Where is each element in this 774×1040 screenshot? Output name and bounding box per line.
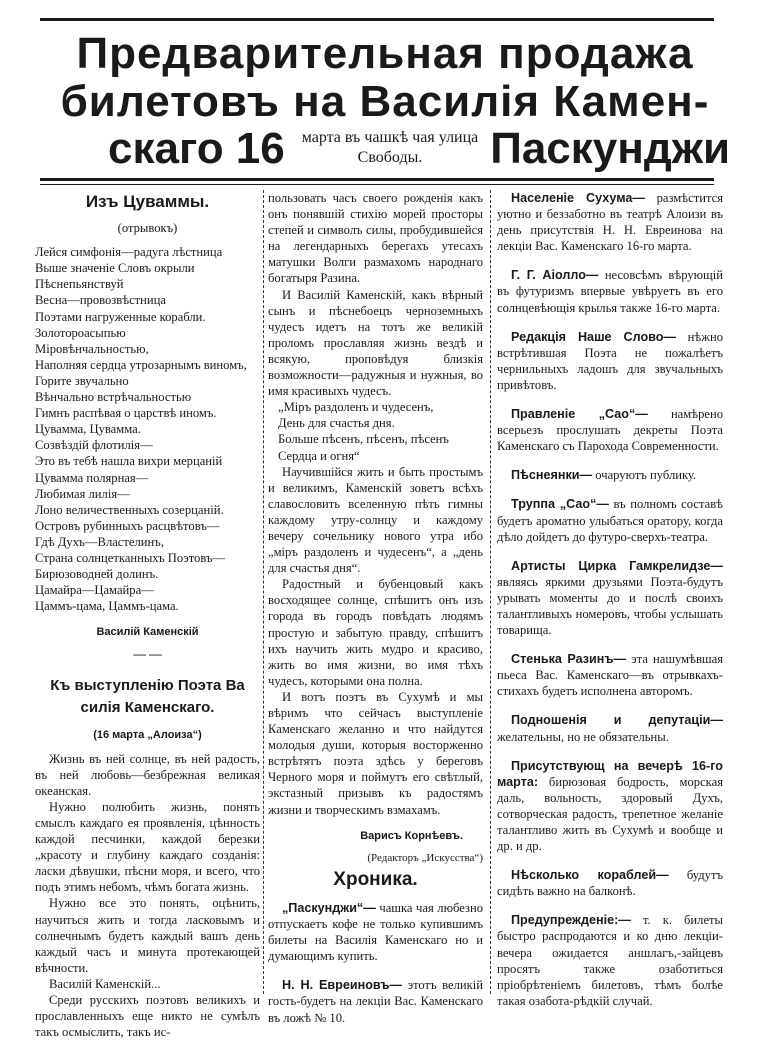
quote-line: Больше пѣсенъ, пѣсенъ, пѣсенъ: [278, 432, 449, 447]
poem-line: Созвѣздій флотилія—: [35, 438, 153, 453]
poem-line: Цувамма, Цувамма.: [35, 422, 141, 437]
article-paragraph: Нужно полюбить жизнь, понять смыслъ каждаго ея проявленія, цѣнность каждой песчинки, каждой березки „красоту и глубину каждаго созданія: ласки дѣвушки, пѣсни моря, и всего, что подъ этимъ небомъ, чѣмъ богата жизнь.: [35, 799, 260, 895]
headline-rule: [40, 178, 714, 181]
chronicle-item-text: бирюзовая бодрость, морская даль, вольность, здоровый Духъ, сотворческая радость, трепетное желаніе талантливо жить въ Сухумѣ и вообще и др. и др.: [497, 774, 723, 854]
poem-line: Бирюзоводней долинъ.: [35, 567, 159, 582]
poem-line: Островъ рубинныхъ расцвѣтовъ—: [35, 518, 220, 533]
chronicle-item-text: намѣрено всерьезъ прослушать декреты Поэта Каменскаго съ Парохода Современности.: [497, 407, 723, 454]
chronicle-item: [497, 267, 723, 315]
chronicle-item: [497, 712, 723, 744]
poem-line: Поэтами нагруженные корабли.: [35, 309, 206, 324]
article-paragraph: Жизнь въ ней солнце, въ ней радость, въ ней любовь—безбрежная великая океанская.: [35, 751, 260, 798]
poem-line: Любимая лилія—: [35, 486, 130, 501]
column-2: [268, 190, 483, 1039]
article-paragraph: И вотъ поэтъ въ Сухумѣ и мы вѣримъ что сейчасъ выступленіе Каменскаго желанно и что найдутся молодыя души, которыя восторженно встрѣтятъ поэта здѣсь у береговъ Черного моря и поймутъ его свѣтлый, экстазный призывъ къ радостямъ жизни и творческимъ взмахамъ.: [268, 689, 483, 817]
chronicle-item-head: Н. Н. Евреиновъ—: [282, 978, 403, 993]
chronicle-item-text: желательны, но не обязательны.: [497, 729, 669, 744]
chronicle-item-head: Стенька Разинъ—: [511, 652, 627, 667]
poem-line: Міровѣнчальностью,: [35, 341, 149, 356]
article-paragraph: Научившійся жить и быть простымъ и великимъ, Каменскій зоветъ всѣхъ славословить вселенную пѣть гимны каждому утру-солнцу и каждому вечеру сочельнику нового утра ибо „міръ раздоленъ и чудесенъ“, а „день для счастья дня“.: [268, 464, 483, 576]
column-1: [35, 190, 260, 1040]
headline-place: Паскунджи: [490, 124, 730, 173]
chronicle-item-head: Г. Г. Аіолло—: [511, 268, 599, 283]
chronicle-item-text: несовсѣмъ вѣрующій въ футуризмъ впервые увѣруетъ въ его солнцевѣющія крылья также 16-го марта.: [497, 268, 723, 315]
chronicle-item-text: т. к. билеты быстро распродаются и ко дню лекціи-вечера ожидается аншлагъ,-зайцевъ просятъ также озаботиться пріобрѣтеніемъ билетовъ, тѣмъ болѣе такая озабота-рѣдкій случай.: [497, 913, 723, 1008]
poem-line: Цаммъ-цама, Цаммъ-цама.: [35, 599, 179, 614]
headline-line-3: [40, 124, 730, 172]
chronicle-item-head: Подношенія и депутаціи—: [511, 713, 723, 728]
poem-line: Цувамма полярная—: [35, 470, 149, 485]
poem-line: Весна—провозвѣстница: [35, 293, 166, 308]
chronicle-item-head: Артисты Цирка Гамкрелидзе—: [511, 558, 723, 573]
poem-line: Лоно величественныхъ созерцаній.: [35, 502, 224, 517]
poem-line: Гдѣ Духъ—Властелинъ,: [35, 534, 164, 549]
quote-line: „Міръ раздоленъ и чудесенъ,: [278, 400, 434, 415]
chronicle-item: [497, 651, 723, 699]
headline-line-2: билетовъ на Василія Камен-: [60, 77, 710, 126]
chronicle-item-text: въ полномъ составѣ будетъ ароматно улыбаться оратору, когда дѣло дойдетъ до футуро-сверхъ-театра.: [497, 497, 724, 544]
chronicle-item-head: Населеніе Сухума—: [511, 191, 646, 205]
chronicle-item-text: являясь яркими друзьями Поэта-будутъ урывать моменты до и послѣ своихъ талантливыхъ номеровъ, чтобы услышать товарища.: [497, 574, 723, 638]
chronicle-item-head: „Паскунджи“—: [282, 900, 376, 915]
poem-line: Наполняя сердца утрозарнымъ виномъ,: [35, 357, 247, 372]
poem-line: Золотороасыпью: [35, 325, 126, 340]
article-signature: Варисъ Корнѣевъ.: [360, 829, 463, 842]
headline-date: скаго 16: [108, 124, 285, 173]
top-rule: [40, 18, 714, 21]
poem-signature: Василій Каменскій: [96, 626, 199, 639]
chronicle-item-text: очаруютъ публику.: [595, 468, 697, 483]
column-divider-2: [490, 190, 491, 994]
chronicle-item: [497, 406, 723, 454]
poem-line: Горите звучально: [35, 373, 129, 388]
poem-line: Цамайра—Цамайра—: [35, 583, 154, 598]
poem-line: Вѣнчально встрѣчальностью: [35, 390, 192, 405]
chronicle-item: [497, 467, 723, 483]
chronicle-item: [497, 496, 723, 544]
headline-line-1: Предварительная продажа: [76, 29, 694, 78]
headline-venue: марта въ чашкѣ чая улица Свободы.: [301, 129, 479, 166]
chronicle-item: [497, 758, 723, 855]
chronicle-item-text: нѣжно встрѣтившая Поэта не пожалѣетъ чернильныхъ ладошъ для звучальныхъ привѣтовъ.: [497, 329, 723, 392]
chronicle-title: Хроника.: [333, 868, 418, 890]
article-paragraph: И Василій Каменскій, какъ вѣрный сынъ и пѣснебоецъ черноземныхъ чудесъ идетъ на тотъ же великій проломъ прославляя жизнь вездѣ и всякую, проповѣдуя близкія возможности—радужныя и нужныя, во имя красивыхъ чудесъ.: [268, 287, 483, 399]
chronicle-item: [497, 867, 723, 899]
poem-line: Это въ тебѣ нашла вихри мерцаній: [35, 454, 223, 469]
article-paragraph: Радостный и бубенцовый какъ восходящее солнце, спѣшитъ онъ изъ города въ городъ повѣдать людямъ простую и забытую правду, спѣшитъ ихъ научить жить мудро и красиво, жить во имя жизни, во имя тѣхъ чудесъ, которыми она полна.: [268, 577, 483, 688]
column-divider-1: [263, 190, 264, 994]
chronicle-item: [268, 977, 483, 1025]
chronicle-item-head: Пѣснеянки—: [511, 468, 593, 483]
chronicle-item-text: размѣстится уютно и беззаботно въ театрѣ Алоизи въ день присутствія Н. Н. Евреинова на лекціи Вас. Каменскаго 16-го марта.: [497, 191, 723, 254]
chronicle-item-head: Редакція Наше Слово—: [511, 329, 677, 344]
chronicle-item: [497, 190, 723, 254]
chronicle-item-text: будутъ сидѣть важно на балконѣ.: [497, 868, 723, 899]
poem: [35, 244, 260, 614]
column-3: [497, 190, 723, 1022]
article-paragraph: пользовать часъ своего рожденія какъ онъ понявшій стихію морей просторы степей и символъ силы, пробудившейся на легендарныхъ берегахъ утесахъ матушки Волги размахомъ народнаго богатыря Разина.: [268, 191, 483, 286]
chronicle-item-head: Присутствующ на вечерѣ 16-го марта:: [497, 758, 723, 789]
poem-line: Пѣснепьянствуй: [35, 277, 124, 292]
quote-line: День для счастья дня.: [278, 416, 395, 431]
section-separator: — —: [133, 647, 162, 662]
chronicle-item-text: чашка чая любезно отпускаетъ кофе не только купившимъ билеты на Василія Каменскаго но и думающимъ купить.: [268, 900, 483, 964]
chronicle-item-head: Предупрежденіе:—: [511, 913, 631, 928]
poem-subtitle: (отрывокъ): [117, 221, 178, 236]
chronicle-item-head: Труппа „Сао“—: [511, 497, 609, 512]
article-date: (16 марта „Алоиза“): [93, 728, 202, 741]
poem-line: Страна солнцетканныхъ Поэтовъ—: [35, 550, 226, 565]
chronicle-item: [497, 912, 723, 1009]
article-title: Къ выступленію Поэта Ва силія Каменскаго.: [50, 676, 245, 716]
article-signature-role: (Редакторъ „Искусства“): [367, 851, 483, 864]
poem-line: Лейся симфонія—радуга лѣстница: [35, 245, 223, 260]
poem-line: Выше значеніе Словъ окрыли: [35, 261, 195, 276]
chronicle-item: [497, 558, 723, 638]
headline-rule-thin: [40, 184, 714, 185]
chronicle-item: [268, 900, 483, 964]
poem-title: Изъ Цуваммы.: [85, 192, 210, 211]
chronicle-item: [497, 329, 723, 393]
article-paragraph: Среди русскихъ поэтовъ великихъ и прославленныхъ еще никто не сумѣлъ такъ осмыслить, такъ ис-: [35, 993, 260, 1040]
poem-line: Гимнъ распѣвая о царствѣ иномъ.: [35, 406, 217, 421]
chronicle-item-text: этотъ великій гость-будетъ на лекціи Вас. Каменскаго въ ложѣ № 10.: [268, 978, 483, 1025]
chronicle-item-head: Нѣсколько кораблей—: [511, 868, 669, 883]
article-paragraph: Василій Каменскій...: [49, 976, 161, 991]
chronicle-item-text: эта нашумѣвшая пьеса Вас. Каменскаго—въ отрывкахъ-стихахъ будетъ исполнена авторомъ.: [497, 652, 724, 699]
article-paragraph: Нужно все это понять, оцѣнить, научиться жить и тогда ласковымъ и солнечнымъ будетъ каждый вашъ день каждый часъ и минута протекающей вѣчности.: [35, 896, 260, 975]
quote-line: Сердца и огня“: [278, 448, 360, 463]
chronicle-item-head: Правленіе „Сао“—: [511, 407, 648, 422]
